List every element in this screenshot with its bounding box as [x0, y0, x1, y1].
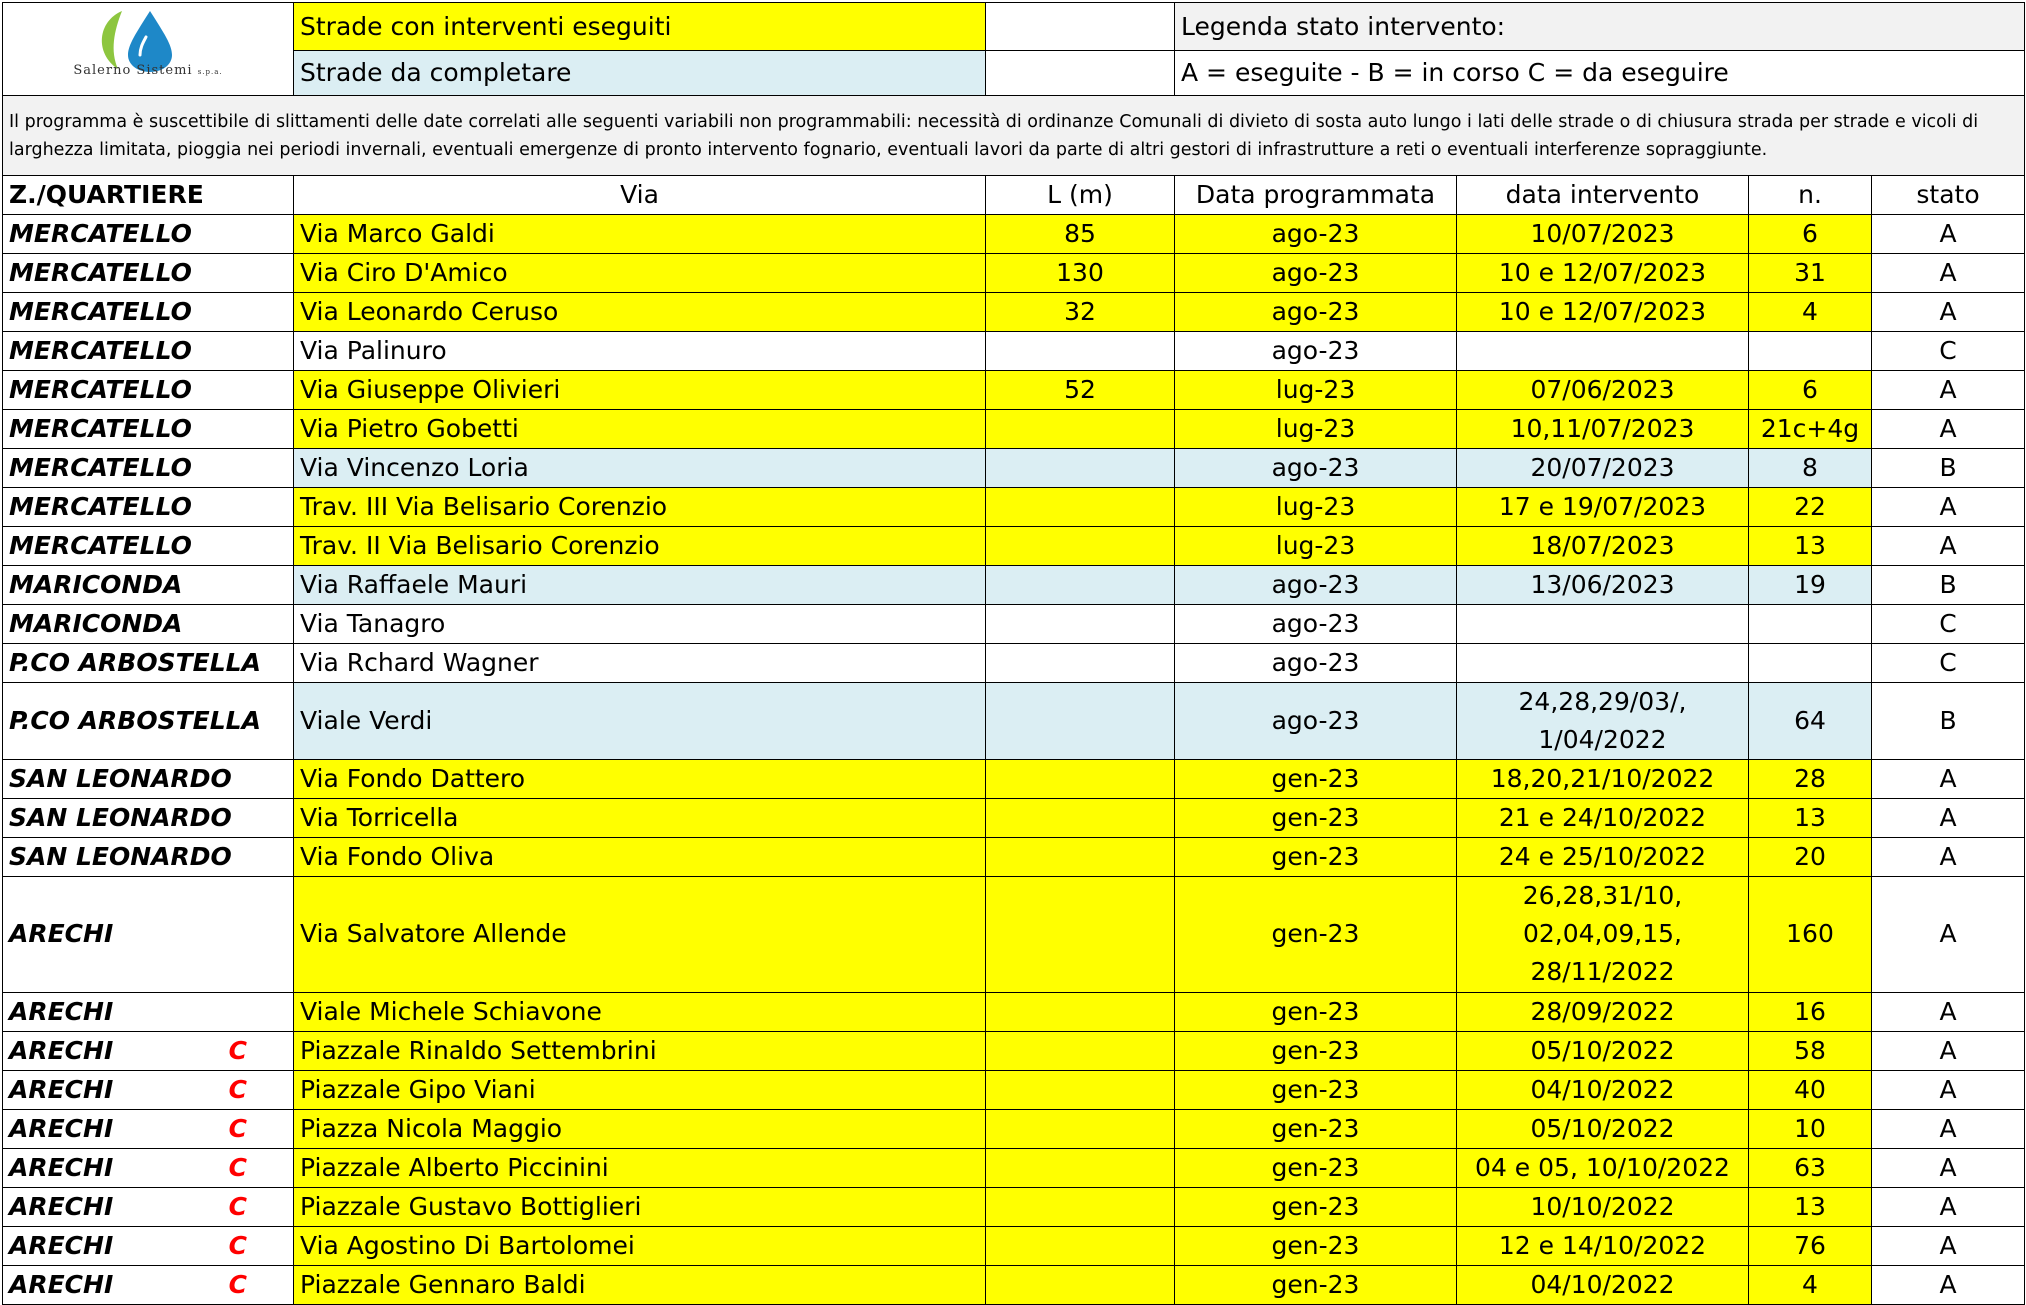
cell-date: 10/07/2023	[1457, 215, 1749, 254]
cell-zone	[3, 1148, 294, 1187]
cell-street: Via Agostino Di Bartolomei	[294, 1226, 986, 1265]
cell-date: 10 e 12/07/2023	[1457, 293, 1749, 332]
table-row	[3, 293, 2025, 332]
zone-name: ARECHI	[9, 996, 114, 1026]
cell-length	[986, 838, 1175, 877]
cell-length	[986, 1070, 1175, 1109]
table-row	[3, 410, 2025, 449]
table-row	[3, 254, 2025, 293]
cell-street: Via Raffaele Mauri	[294, 566, 986, 605]
cell-status: A	[1872, 992, 2025, 1031]
cell-count: 6	[1749, 371, 1872, 410]
cell-length	[986, 449, 1175, 488]
logo-cell	[3, 3, 294, 96]
cell-scheduled: ago-23	[1175, 644, 1457, 683]
cell-date: 17 e 19/07/2023	[1457, 488, 1749, 527]
zone-name: MERCATELLO	[9, 258, 192, 287]
zone-flag: C	[228, 1113, 247, 1143]
zone-name: ARECHI	[9, 1269, 114, 1299]
cell-date: 24 e 25/10/2022	[1457, 838, 1749, 877]
cell-status: A	[1872, 1265, 2025, 1304]
cell-zone	[3, 877, 294, 993]
cell-date: 10/10/2022	[1457, 1187, 1749, 1226]
cell-scheduled: gen-23	[1175, 1031, 1457, 1070]
cell-length	[986, 1187, 1175, 1226]
cell-status: A	[1872, 215, 2025, 254]
zone-name: MERCATELLO	[9, 336, 192, 365]
cell-count: 40	[1749, 1070, 1872, 1109]
cell-street: Via Palinuro	[294, 332, 986, 371]
cell-zone	[3, 371, 294, 410]
cell-date: 20/07/2023	[1457, 449, 1749, 488]
table-row	[3, 1226, 2025, 1265]
cell-scheduled: gen-23	[1175, 760, 1457, 799]
cell-street: Via Giuseppe Olivieri	[294, 371, 986, 410]
cell-zone	[3, 527, 294, 566]
cell-length	[986, 877, 1175, 993]
table-row	[3, 566, 2025, 605]
cell-scheduled: gen-23	[1175, 992, 1457, 1031]
legend-status-title: Legenda stato intervento:	[1175, 3, 2025, 51]
table-row	[3, 838, 2025, 877]
cell-scheduled: lug-23	[1175, 371, 1457, 410]
cell-zone	[3, 605, 294, 644]
table-row	[3, 527, 2025, 566]
cell-zone	[3, 683, 294, 760]
cell-date: 28/09/2022	[1457, 992, 1749, 1031]
cell-count: 64	[1749, 683, 1872, 760]
cell-street: Via Torricella	[294, 799, 986, 838]
cell-length: 32	[986, 293, 1175, 332]
table-row	[3, 215, 2025, 254]
cell-date: 04/10/2022	[1457, 1265, 1749, 1304]
cell-zone	[3, 992, 294, 1031]
cell-date: 04 e 05, 10/10/2022	[1457, 1148, 1749, 1187]
cell-street: Via Leonardo Ceruso	[294, 293, 986, 332]
cell-street: Piazzale Gennaro Baldi	[294, 1265, 986, 1304]
cell-scheduled: gen-23	[1175, 1109, 1457, 1148]
cell-date: 13/06/2023	[1457, 566, 1749, 605]
cell-status: A	[1872, 1187, 2025, 1226]
zone-flag: C	[228, 1035, 247, 1065]
cell-count: 16	[1749, 992, 1872, 1031]
table-row	[3, 1265, 2025, 1304]
cell-count: 31	[1749, 254, 1872, 293]
zone-flag: C	[228, 1074, 247, 1104]
header-count: n.	[1749, 176, 1872, 215]
cell-street: Piazzale Gipo Viani	[294, 1070, 986, 1109]
cell-date: 05/10/2022	[1457, 1031, 1749, 1070]
cell-count: 13	[1749, 799, 1872, 838]
zone-name: SAN LEONARDO	[9, 842, 232, 871]
cell-count: 160	[1749, 877, 1872, 993]
cell-length	[986, 1265, 1175, 1304]
cell-length	[986, 1031, 1175, 1070]
legend-swatch-empty	[986, 3, 1175, 51]
cell-count	[1749, 605, 1872, 644]
cell-street: Piazzale Rinaldo Settembrini	[294, 1031, 986, 1070]
zone-name: ARECHI	[9, 1035, 114, 1065]
cell-status: A	[1872, 1109, 2025, 1148]
zone-name: MARICONDA	[9, 570, 183, 599]
cell-length	[986, 992, 1175, 1031]
cell-count: 63	[1749, 1148, 1872, 1187]
cell-count: 4	[1749, 1265, 1872, 1304]
zone-name: MERCATELLO	[9, 297, 192, 326]
cell-street: Piazzale Gustavo Bottiglieri	[294, 1187, 986, 1226]
cell-scheduled: ago-23	[1175, 605, 1457, 644]
zone-name: ARECHI	[9, 1230, 114, 1260]
cell-street: Piazza Nicola Maggio	[294, 1109, 986, 1148]
cell-status: A	[1872, 1031, 2025, 1070]
header-scheduled: Data programmata	[1175, 176, 1457, 215]
cell-date	[1457, 605, 1749, 644]
cell-street: Via Fondo Oliva	[294, 838, 986, 877]
zone-flag: C	[228, 1269, 247, 1299]
cell-date: 26,28,31/10, 02,04,09,15, 28/11/2022	[1457, 877, 1749, 993]
disclaimer-note: Il programma è suscettibile di slittamenti delle date correlati alle seguenti variabili non programmabili: necessità di ordinanze Comunali di divieto di sosta auto lungo i lati delle strade o di chiusura strada per strade e vicoli di larghezza limitata, pioggia nei periodi invernali, eventuali emergenze di pronto intervento fognario, eventuali lavori da parte di altri gestori di infrastrutture a reti o eventuali interferenze sopraggiunte.	[3, 96, 2025, 176]
legend-status-codes: A = eseguite - B = in corso C = da eseguire	[1175, 51, 2025, 96]
cell-scheduled: gen-23	[1175, 1070, 1457, 1109]
cell-length	[986, 799, 1175, 838]
cell-count: 19	[1749, 566, 1872, 605]
cell-scheduled: gen-23	[1175, 1226, 1457, 1265]
cell-zone	[3, 332, 294, 371]
zone-name: P.CO ARBOSTELLA	[9, 706, 261, 735]
cell-count: 76	[1749, 1226, 1872, 1265]
cell-zone	[3, 293, 294, 332]
cell-zone	[3, 1109, 294, 1148]
cell-zone	[3, 644, 294, 683]
cell-street: Viale Verdi	[294, 683, 986, 760]
cell-count	[1749, 644, 1872, 683]
cell-scheduled: ago-23	[1175, 449, 1457, 488]
cell-status: A	[1872, 410, 2025, 449]
cell-count: 13	[1749, 527, 1872, 566]
cell-count	[1749, 332, 1872, 371]
cell-zone	[3, 566, 294, 605]
cell-scheduled: ago-23	[1175, 254, 1457, 293]
cell-scheduled: ago-23	[1175, 332, 1457, 371]
table-row	[3, 1031, 2025, 1070]
cell-street: Trav. II Via Belisario Corenzio	[294, 527, 986, 566]
cell-count: 13	[1749, 1187, 1872, 1226]
cell-date: 12 e 14/10/2022	[1457, 1226, 1749, 1265]
cell-status: A	[1872, 293, 2025, 332]
zone-name: SAN LEONARDO	[9, 803, 232, 832]
cell-street: Via Pietro Gobetti	[294, 410, 986, 449]
zone-name: ARECHI	[9, 1191, 114, 1221]
table-row	[3, 877, 2025, 993]
cell-zone	[3, 1187, 294, 1226]
header-date: data intervento	[1457, 176, 1749, 215]
cell-status: B	[1872, 449, 2025, 488]
cell-scheduled: gen-23	[1175, 1148, 1457, 1187]
cell-date: 05/10/2022	[1457, 1109, 1749, 1148]
cell-date: 10 e 12/07/2023	[1457, 254, 1749, 293]
cell-scheduled: gen-23	[1175, 799, 1457, 838]
cell-count: 22	[1749, 488, 1872, 527]
zone-name: SAN LEONARDO	[9, 764, 232, 793]
cell-scheduled: lug-23	[1175, 488, 1457, 527]
cell-zone	[3, 760, 294, 799]
interventions-sheet	[2, 2, 2025, 1305]
cell-street: Viale Michele Schiavone	[294, 992, 986, 1031]
cell-date: 21 e 24/10/2022	[1457, 799, 1749, 838]
table-row	[3, 992, 2025, 1031]
cell-status: B	[1872, 683, 2025, 760]
table-row	[3, 1109, 2025, 1148]
cell-street: Via Fondo Dattero	[294, 760, 986, 799]
cell-scheduled: ago-23	[1175, 566, 1457, 605]
cell-status: A	[1872, 371, 2025, 410]
table-row	[3, 605, 2025, 644]
cell-status: A	[1872, 799, 2025, 838]
cell-length	[986, 1109, 1175, 1148]
header-length: L (m)	[986, 176, 1175, 215]
cell-zone	[3, 838, 294, 877]
zone-flag: C	[228, 1230, 247, 1260]
cell-length	[986, 760, 1175, 799]
zone-name: MARICONDA	[9, 609, 183, 638]
header-street: Via	[294, 176, 986, 215]
table-row	[3, 488, 2025, 527]
zone-name: MERCATELLO	[9, 414, 192, 443]
legend-swatch-empty-2	[986, 51, 1175, 96]
company-logo	[48, 5, 248, 93]
cell-date: 18/07/2023	[1457, 527, 1749, 566]
zone-name: ARECHI	[9, 919, 114, 949]
cell-date: 07/06/2023	[1457, 371, 1749, 410]
cell-status: A	[1872, 838, 2025, 877]
cell-count: 4	[1749, 293, 1872, 332]
cell-zone	[3, 449, 294, 488]
header-status: stato	[1872, 176, 2025, 215]
cell-status: C	[1872, 644, 2025, 683]
zone-name: MERCATELLO	[9, 219, 192, 248]
cell-date: 24,28,29/03/, 1/04/2022	[1457, 683, 1749, 760]
cell-street: Piazzale Alberto Piccinini	[294, 1148, 986, 1187]
cell-scheduled: ago-23	[1175, 293, 1457, 332]
cell-status: A	[1872, 254, 2025, 293]
cell-scheduled: gen-23	[1175, 1265, 1457, 1304]
cell-street: Via Ciro D'Amico	[294, 254, 986, 293]
table-row	[3, 683, 2025, 760]
table-row	[3, 799, 2025, 838]
logo-wordmark: Salerno Sistemi s.p.a.	[73, 63, 223, 78]
cell-zone	[3, 1226, 294, 1265]
zone-name: MERCATELLO	[9, 492, 192, 521]
cell-count: 6	[1749, 215, 1872, 254]
cell-date: 10,11/07/2023	[1457, 410, 1749, 449]
cell-street: Via Marco Galdi	[294, 215, 986, 254]
cell-length: 130	[986, 254, 1175, 293]
cell-street: Via Salvatore Allende	[294, 877, 986, 993]
cell-status: A	[1872, 760, 2025, 799]
table-row	[3, 449, 2025, 488]
cell-length	[986, 1148, 1175, 1187]
table-row	[3, 1148, 2025, 1187]
cell-zone	[3, 799, 294, 838]
cell-date: 04/10/2022	[1457, 1070, 1749, 1109]
cell-count: 20	[1749, 838, 1872, 877]
zone-name: ARECHI	[9, 1152, 114, 1182]
zone-name: MERCATELLO	[9, 531, 192, 560]
cell-status: A	[1872, 527, 2025, 566]
cell-zone	[3, 254, 294, 293]
cell-zone	[3, 410, 294, 449]
cell-date	[1457, 332, 1749, 371]
legend-todo-label: Strade da completare	[294, 51, 986, 96]
cell-count: 10	[1749, 1109, 1872, 1148]
cell-length	[986, 566, 1175, 605]
cell-scheduled: gen-23	[1175, 877, 1457, 993]
table-row	[3, 332, 2025, 371]
cell-status: A	[1872, 877, 2025, 993]
cell-status: A	[1872, 1148, 2025, 1187]
cell-scheduled: gen-23	[1175, 1187, 1457, 1226]
cell-zone	[3, 1070, 294, 1109]
cell-street: Via Rchard Wagner	[294, 644, 986, 683]
cell-count: 8	[1749, 449, 1872, 488]
cell-status: B	[1872, 566, 2025, 605]
cell-scheduled: ago-23	[1175, 215, 1457, 254]
cell-date: 18,20,21/10/2022	[1457, 760, 1749, 799]
table-row	[3, 1070, 2025, 1109]
cell-status: C	[1872, 605, 2025, 644]
legend-done-label: Strade con interventi eseguiti	[294, 3, 986, 51]
cell-status: A	[1872, 488, 2025, 527]
zone-name: P.CO ARBOSTELLA	[9, 648, 261, 677]
cell-street: Trav. III Via Belisario Corenzio	[294, 488, 986, 527]
table-row	[3, 1187, 2025, 1226]
cell-status: A	[1872, 1226, 2025, 1265]
cell-count: 21c+4g	[1749, 410, 1872, 449]
table-row	[3, 371, 2025, 410]
cell-scheduled: lug-23	[1175, 527, 1457, 566]
cell-zone	[3, 1265, 294, 1304]
cell-length	[986, 332, 1175, 371]
zone-flag: C	[228, 1191, 247, 1221]
header-zone: Z./QUARTIERE	[3, 176, 294, 215]
cell-status: C	[1872, 332, 2025, 371]
cell-count: 58	[1749, 1031, 1872, 1070]
cell-length	[986, 644, 1175, 683]
cell-status: A	[1872, 1070, 2025, 1109]
cell-length	[986, 488, 1175, 527]
cell-length	[986, 527, 1175, 566]
cell-length	[986, 605, 1175, 644]
cell-scheduled: lug-23	[1175, 410, 1457, 449]
table-row	[3, 644, 2025, 683]
cell-street: Via Tanagro	[294, 605, 986, 644]
zone-name: ARECHI	[9, 1074, 114, 1104]
cell-length	[986, 683, 1175, 760]
cell-date	[1457, 644, 1749, 683]
cell-length	[986, 1226, 1175, 1265]
zone-name: MERCATELLO	[9, 453, 192, 482]
cell-zone	[3, 488, 294, 527]
cell-length: 85	[986, 215, 1175, 254]
zone-name: MERCATELLO	[9, 375, 192, 404]
cell-scheduled: gen-23	[1175, 838, 1457, 877]
cell-scheduled: ago-23	[1175, 683, 1457, 760]
cell-zone	[3, 215, 294, 254]
zone-flag: C	[228, 1152, 247, 1182]
cell-length: 52	[986, 371, 1175, 410]
table-row	[3, 760, 2025, 799]
cell-count: 28	[1749, 760, 1872, 799]
zone-name: ARECHI	[9, 1113, 114, 1143]
cell-zone	[3, 1031, 294, 1070]
cell-street: Via Vincenzo Loria	[294, 449, 986, 488]
cell-length	[986, 410, 1175, 449]
